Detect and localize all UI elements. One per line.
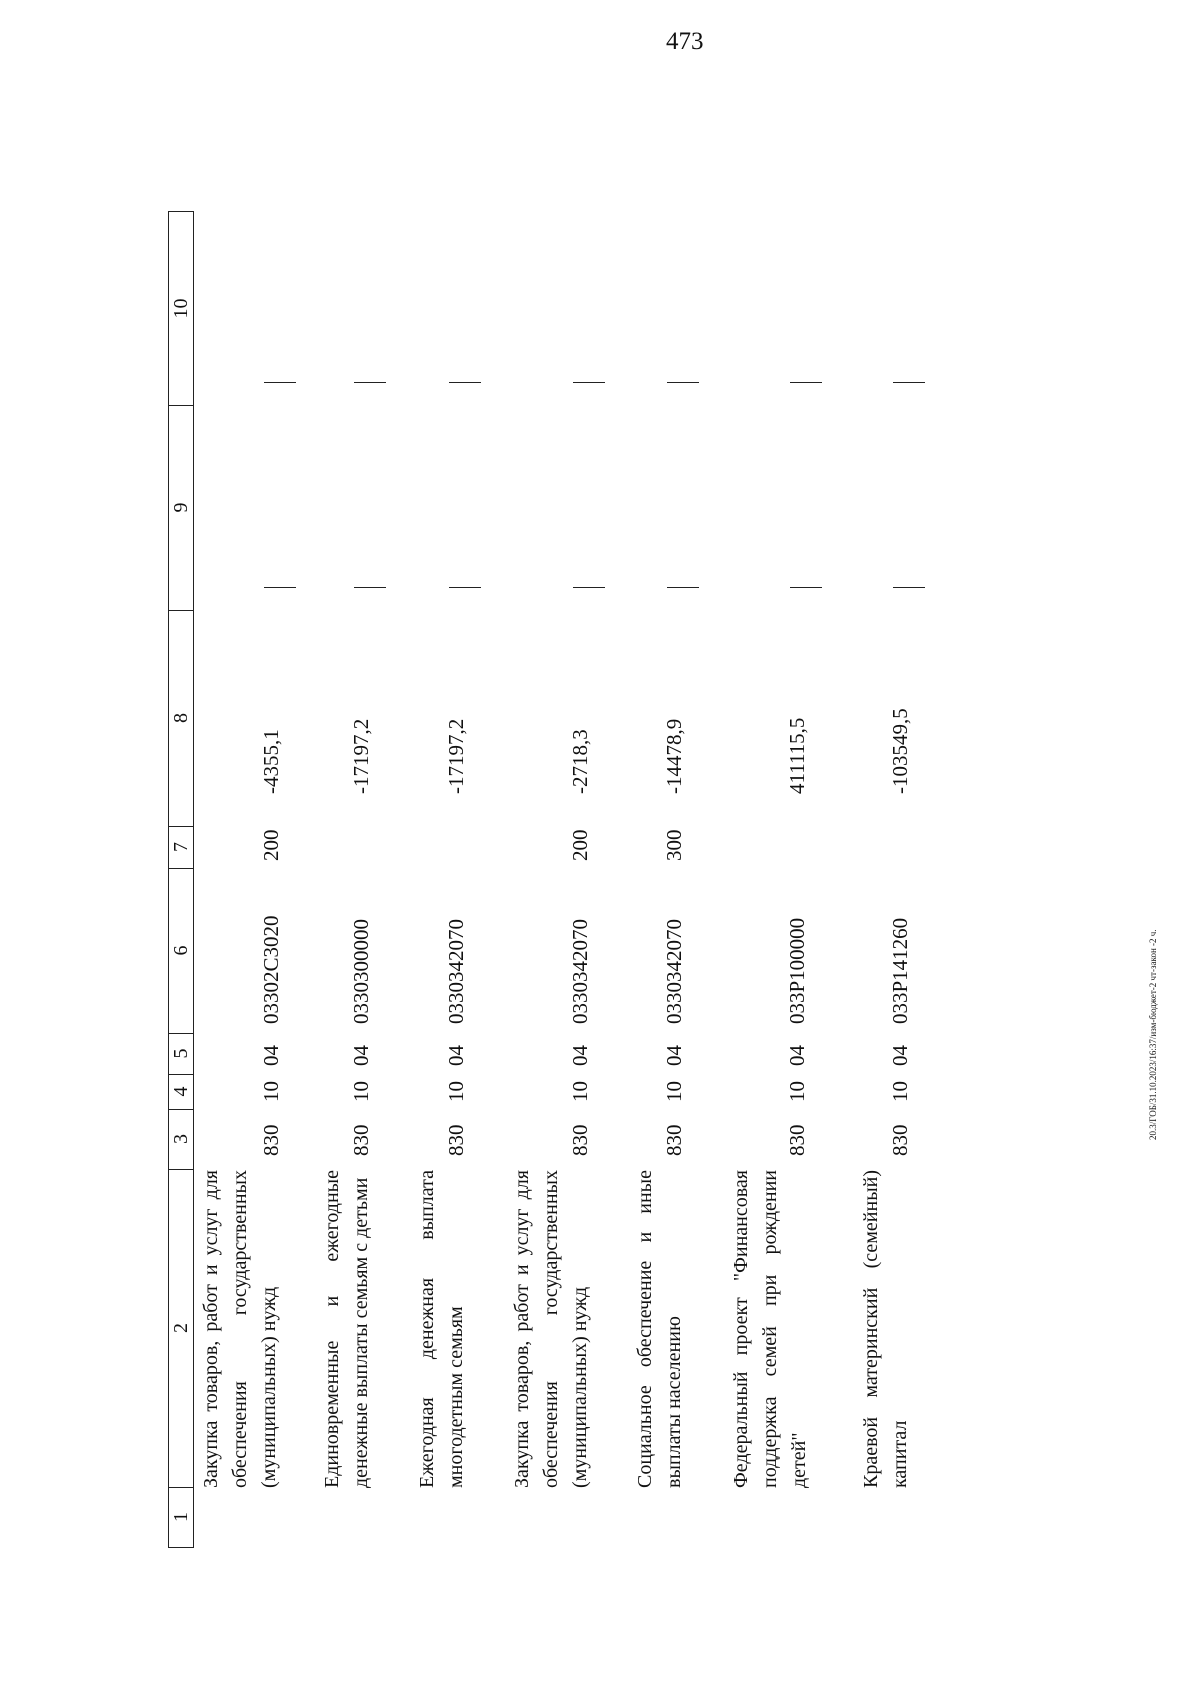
cell-c6: 0330342070 [444,919,468,1024]
cell-c5: 04 [349,1045,373,1066]
dash-c9 [264,587,296,588]
table-header [168,83,194,1548]
cell-c3: 830 [259,1124,283,1156]
table-row [194,83,298,1548]
cell-c5: 04 [888,1045,912,1066]
cell-c8: -17197,2 [444,718,468,794]
row-name: Краевой материнский (семейный) капитал [860,1170,911,1488]
cell-c4: 10 [349,1081,373,1102]
dash-c10 [893,382,925,383]
header-col-6: 6 [168,868,194,1034]
cell-c6: 0330342070 [662,919,686,1024]
cell-c4: 10 [444,1081,468,1102]
dash-c9 [790,587,822,588]
cell-c4: 10 [785,1081,809,1102]
cell-c7: 200 [568,829,592,861]
row-name: Единовременные и ежегодные денежные выплаты семьям с детьми [321,1170,372,1488]
cell-c3: 830 [568,1124,592,1156]
cell-c5: 04 [785,1045,809,1066]
cell-c8: 411115,5 [785,717,809,794]
table-row [611,83,707,1548]
cell-c8: -4355,1 [259,729,283,794]
cell-c4: 10 [259,1081,283,1102]
cell-c5: 04 [662,1045,686,1066]
cell-c6: 033P141260 [888,917,912,1024]
budget-table [168,83,1038,1548]
header-col-3: 3 [168,1109,194,1170]
dash-c9 [893,587,925,588]
table-row [488,83,611,1548]
row-name: Ежегодная денежная выплата многодетным семьям [416,1170,467,1488]
dash-c9 [354,587,386,588]
dash-c10 [264,382,296,383]
footer-code: 20.3/ГОБ/31.10.2023/16:37/изм-бюджет-2 чт-закон -2 ч. [1148,929,1158,1140]
dash-c10 [449,382,481,383]
header-col-7: 7 [168,826,194,869]
row-name: Закупка товаров, работ и услуг для обеспечения государственных (муниципальных) нужд [200,1170,280,1488]
cell-c3: 830 [349,1124,373,1156]
header-col-5: 5 [168,1033,194,1075]
dash-c10 [667,382,699,383]
cell-c5: 04 [568,1045,592,1066]
header-col-4: 4 [168,1074,194,1110]
dash-c9 [573,587,605,588]
cell-c6: 03302С3020 [259,915,283,1024]
table-row [298,83,393,1548]
row-name: Федеральный проект "Финансовая поддержка семей при рождении детей" [730,1170,810,1488]
row-name: Закупка товаров, работ и услуг для обеспечения государственных (муниципальных) нужд [511,1170,591,1488]
cell-c4: 10 [662,1081,686,1102]
dash-c10 [790,382,822,383]
header-col-2: 2 [168,1169,194,1488]
header-col-1: 1 [168,1487,194,1548]
page-number: 473 [666,28,704,55]
cell-c7: 300 [662,829,686,861]
dash-c9 [449,587,481,588]
table-row [837,83,937,1548]
header-col-8: 8 [168,610,194,827]
cell-c8: -17197,2 [349,718,373,794]
cell-c5: 04 [259,1045,283,1066]
table-row [393,83,488,1548]
cell-c4: 10 [888,1081,912,1102]
cell-c8: -2718,3 [568,729,592,794]
dash-c9 [667,587,699,588]
cell-c3: 830 [444,1124,468,1156]
cell-c6: 0330342070 [568,919,592,1024]
header-col-9: 9 [168,405,194,611]
cell-c3: 830 [662,1124,686,1156]
row-name: Социальное обеспечение и иные выплаты населению [634,1170,685,1488]
cell-c3: 830 [888,1124,912,1156]
dash-c10 [573,382,605,383]
cell-c7: 200 [259,829,283,861]
cell-c5: 04 [444,1045,468,1066]
cell-c8: -14478,9 [662,718,686,794]
cell-c6: 033P100000 [785,917,809,1024]
dash-c10 [354,382,386,383]
cell-c6: 0330300000 [349,919,373,1024]
cell-c3: 830 [785,1124,809,1156]
cell-c4: 10 [568,1081,592,1102]
cell-c8: -103549,5 [888,708,912,794]
table-row [707,83,837,1548]
header-col-10: 10 [168,211,194,406]
